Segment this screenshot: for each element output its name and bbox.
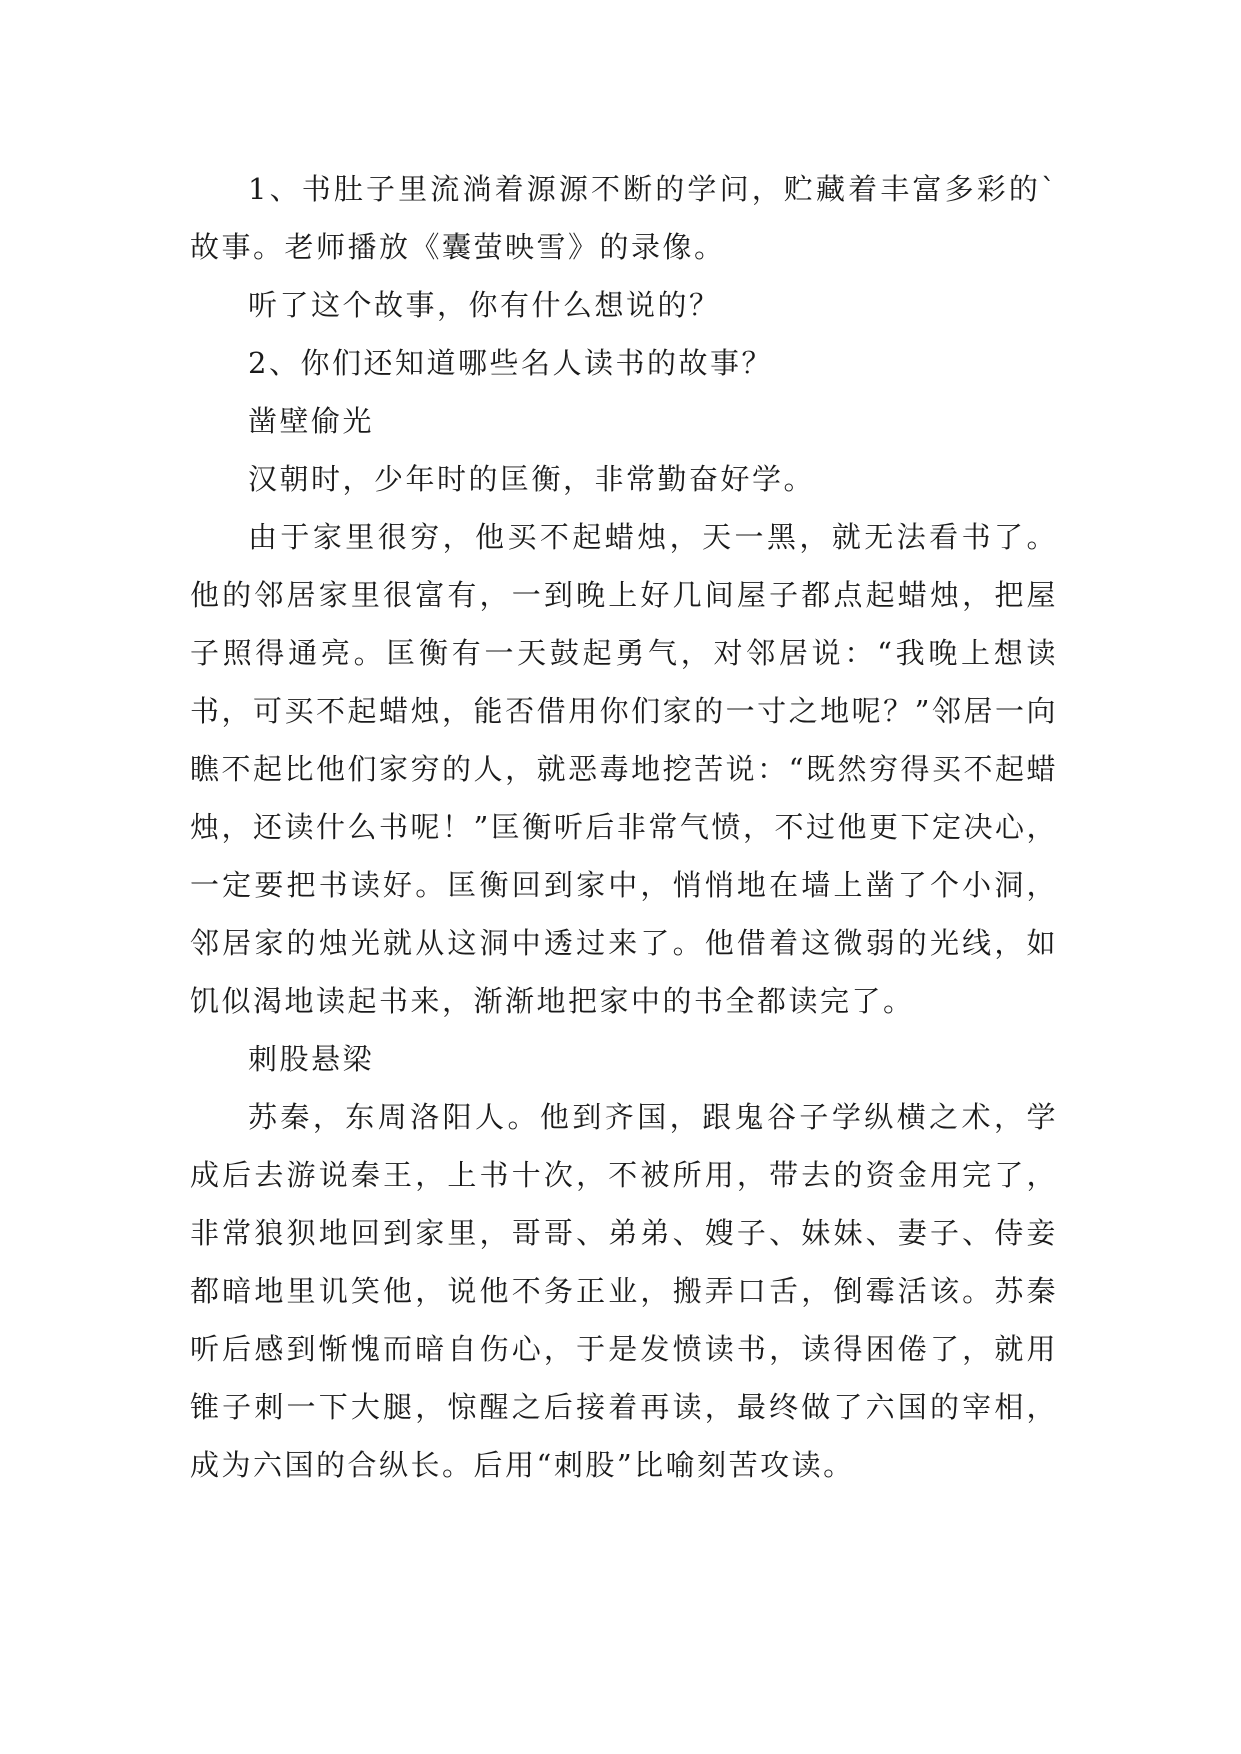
story-1-opening: 汉朝时，少年时的匡衡，非常勤奋好学。 [248, 462, 816, 496]
paragraph-prompt: 2、你们还知道哪些名人读书的故事？ [248, 346, 773, 380]
story-title-1: 凿壁偷光 [248, 404, 375, 438]
document-page [190, 160, 1058, 1494]
story-2-body: 苏秦，东周洛阳人。他到齐国，跟鬼谷子学纵横之术，学成后去游说秦王，上书十次，不被所用，带去的资金用完了，非常狼狈地回到家里，哥哥、弟弟、嫂子、妹妹、妻子、侍妾都暗地里讥笑他，说他不务正业，搬弄口舌，倒霉活该。苏秦听后感到惭愧而暗自伤心，于是发愤读书，读得困倦了，就用锥子刺一下大腿，惊醒之后接着再读，最终做了六国的宰相，成为六国的合纵长。后用“刺股”比喻刻苦攻读。 [190, 1100, 1058, 1482]
paragraph-intro: 1、书肚子里流淌着源源不断的学问，贮藏着丰富多彩的`故事。老师播放《囊萤映雪》的录像。 [190, 172, 1058, 264]
story-1-body: 由于家里很穷，他买不起蜡烛，天一黑，就无法看书了。他的邻居家里很富有，一到晚上好几间屋子都点起蜡烛，把屋子照得通亮。匡衡有一天鼓起勇气，对邻居说：“我晚上想读书，可买不起蜡烛，能否借用你们家的一寸之地呢？”邻居一向瞧不起比他们家穷的人，就恶毒地挖苦说：“既然穷得买不起蜡烛，还读什么书呢！”匡衡听后非常气愤，不过他更下定决心，一定要把书读好。匡衡回到家中，悄悄地在墙上凿了个小洞，邻居家的烛光就从这洞中透过来了。他借着这微弱的光线，如饥似渴地读起书来，渐渐地把家中的书全都读完了。 [190, 520, 1058, 1018]
story-title-2: 刺股悬梁 [248, 1042, 375, 1076]
paragraph-question: 听了这个故事，你有什么想说的？ [248, 288, 721, 322]
